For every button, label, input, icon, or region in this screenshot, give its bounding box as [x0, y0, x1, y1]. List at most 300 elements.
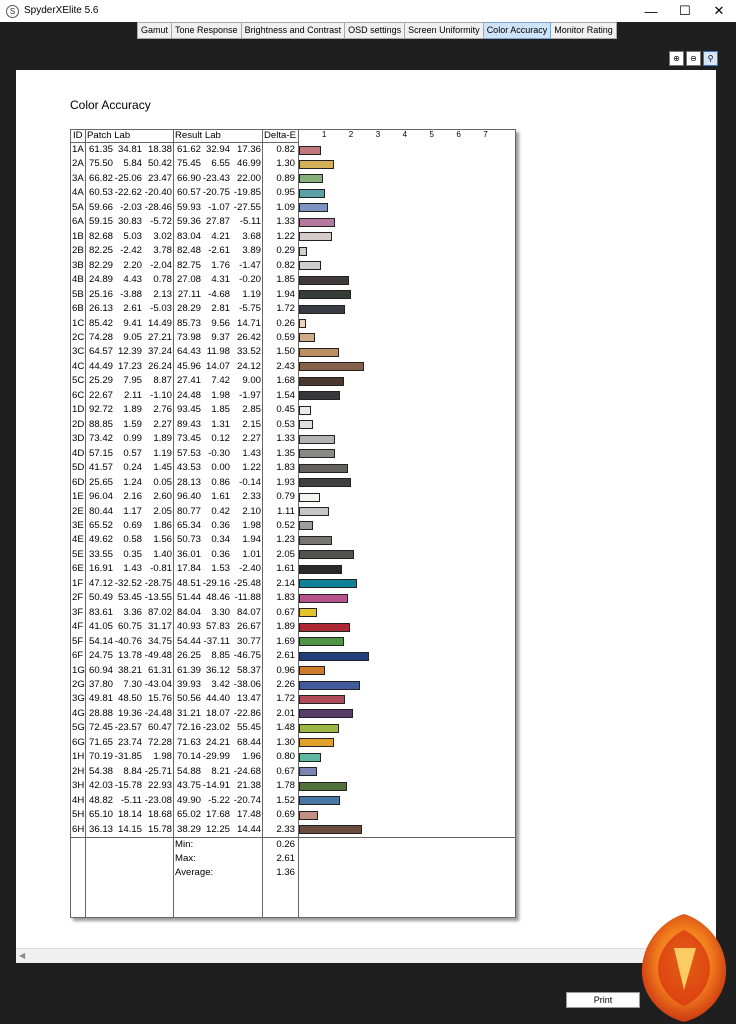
result-a: 6.55	[211, 158, 230, 170]
table-row	[71, 692, 298, 706]
patch-l: 72.45	[88, 722, 113, 734]
patch-id: 2C	[72, 331, 85, 343]
delta-e-value: 1.35	[276, 447, 295, 459]
result-l: 70.14	[176, 751, 201, 763]
print-button[interactable]: Print	[566, 992, 640, 1008]
result-b: -25.48	[233, 577, 261, 589]
maximize-icon[interactable]: ☐	[679, 3, 691, 18]
patch-a: -15.78	[114, 780, 142, 792]
patch-l: 49.62	[88, 534, 113, 546]
patch-id: 2A	[72, 158, 84, 170]
delta-e-header: Delta-E	[264, 130, 296, 141]
result-l: 27.08	[176, 274, 201, 286]
result-a: -20.75	[202, 187, 230, 199]
patch-b: 61.31	[147, 664, 172, 676]
totals-label: Max:	[175, 853, 196, 865]
delta-e-bar	[299, 218, 335, 227]
patch-b: -28.46	[144, 201, 172, 213]
result-b: -22.86	[233, 707, 261, 719]
delta-e-bar	[299, 189, 325, 198]
patch-a: 60.75	[117, 621, 142, 633]
result-a: 2.81	[211, 303, 230, 315]
patch-b: 26.24	[147, 360, 172, 372]
delta-e-value: 2.33	[276, 823, 295, 835]
result-b: -11.88	[234, 592, 261, 604]
patch-id: 2E	[72, 505, 84, 517]
patch-l: 66.82	[88, 172, 113, 184]
result-a: 1.76	[211, 259, 230, 271]
result-b: 58.37	[236, 664, 261, 676]
delta-e-value: 0.67	[276, 606, 295, 618]
delta-e-bar	[299, 709, 353, 718]
delta-e-bar	[299, 203, 328, 212]
delta-e-bar	[299, 333, 315, 342]
result-l: 75.45	[176, 158, 201, 170]
delta-e-bar	[299, 623, 350, 632]
patch-l: 57.15	[88, 447, 113, 459]
table-row	[71, 317, 298, 331]
patch-a: 30.83	[117, 216, 142, 228]
patch-id: 6E	[72, 563, 84, 575]
patch-id: 6H	[72, 823, 85, 835]
result-a: 0.36	[211, 548, 230, 560]
delta-e-bar	[299, 507, 329, 516]
result-b: 17.36	[236, 144, 261, 155]
result-b: 2.15	[242, 418, 261, 430]
table-row	[71, 548, 298, 562]
table-row	[71, 808, 298, 822]
patch-a: 3.36	[123, 606, 142, 618]
delta-e-value: 0.82	[276, 144, 295, 155]
result-a: 1.53	[211, 563, 230, 575]
delta-e-bar	[299, 449, 335, 458]
table-row	[71, 360, 298, 374]
patch-b: 1.56	[153, 534, 172, 546]
result-a: 4.31	[211, 274, 230, 286]
patch-l: 41.57	[88, 462, 113, 474]
result-b: 55.45	[236, 722, 261, 734]
result-b: -19.85	[233, 187, 261, 199]
patch-l: 54.38	[88, 765, 113, 777]
delta-e-bar	[299, 406, 311, 415]
table-row	[71, 172, 298, 186]
delta-e-value: 0.69	[276, 809, 295, 821]
delta-e-bar	[299, 146, 321, 155]
patch-a: 0.24	[123, 462, 142, 474]
result-b: 1.43	[242, 447, 261, 459]
patch-b: 2.27	[153, 418, 172, 430]
result-b: -0.20	[239, 274, 261, 286]
patch-b: 31.17	[147, 621, 172, 633]
patch-a: 2.61	[123, 303, 142, 315]
patch-a: 1.17	[123, 505, 142, 517]
patch-l: 65.52	[88, 519, 113, 531]
patch-b: 87.02	[147, 606, 172, 618]
result-a: 9.56	[211, 317, 230, 329]
tab-color-accuracy[interactable]: Color Accuracy	[484, 22, 552, 39]
result-l: 84.04	[176, 606, 201, 618]
patch-id: 4B	[72, 274, 84, 286]
close-icon[interactable]: ✕	[713, 3, 725, 18]
result-a: -29.99	[202, 751, 230, 763]
result-b: 3.89	[242, 245, 261, 257]
result-b: 14.71	[236, 317, 261, 329]
tab-monitor-rating[interactable]: Monitor Rating	[551, 22, 617, 39]
delta-e-value: 0.80	[276, 751, 295, 763]
delta-e-value: 1.54	[276, 389, 295, 401]
delta-e-bar	[299, 174, 323, 183]
result-l: 54.44	[176, 635, 201, 647]
result-b: -5.75	[239, 303, 261, 315]
delta-e-value: 0.89	[276, 172, 295, 184]
result-b: 30.77	[236, 635, 261, 647]
delta-e-value: 2.14	[276, 577, 295, 589]
patch-b: 0.05	[153, 476, 172, 488]
patch-id: 2B	[72, 245, 84, 257]
result-b: 1.94	[242, 534, 261, 546]
delta-e-bar	[299, 637, 344, 646]
delta-e-bar	[299, 652, 369, 661]
zoom-fit-icon[interactable]: ⚲	[703, 51, 718, 66]
patch-a: 7.30	[123, 679, 142, 691]
table-row	[71, 649, 298, 663]
result-l: 28.29	[176, 303, 201, 315]
patch-b: 1.19	[153, 447, 172, 459]
delta-e-value: 1.68	[276, 375, 295, 387]
patch-a: 7.95	[123, 375, 142, 387]
result-l: 61.39	[176, 664, 201, 676]
patch-id: 4G	[72, 707, 85, 719]
tab-tone-response[interactable]: Tone Response	[172, 22, 242, 39]
patch-id: 3D	[72, 433, 85, 445]
result-b: 24.12	[236, 360, 261, 372]
result-l: 71.63	[176, 736, 201, 748]
delta-e-bar	[299, 782, 347, 791]
patch-l: 36.13	[88, 823, 113, 835]
delta-e-bar	[299, 464, 348, 473]
axis-tick-label: 6	[456, 130, 461, 139]
result-a: 0.42	[211, 505, 230, 517]
report-tabs	[137, 22, 617, 38]
result-l: 66.90	[176, 172, 201, 184]
patch-l: 59.66	[88, 201, 113, 213]
patch-id: 6C	[72, 389, 85, 401]
patch-b: -20.40	[144, 187, 172, 199]
delta-e-value: 0.45	[276, 404, 295, 416]
delta-e-value: 0.67	[276, 765, 295, 777]
patch-a: 9.41	[123, 317, 142, 329]
result-l: 43.75	[176, 780, 201, 792]
patch-id: 1G	[72, 664, 85, 676]
patch-a: 17.23	[117, 360, 142, 372]
color-accuracy-table	[70, 129, 516, 918]
patch-b: 34.75	[147, 635, 172, 647]
delta-e-value: 1.33	[276, 216, 295, 228]
patch-a: 8.84	[123, 765, 142, 777]
result-l: 60.57	[176, 187, 201, 199]
table-row	[71, 606, 298, 620]
result-b: 2.27	[242, 433, 261, 445]
table-row	[71, 794, 298, 808]
patch-b: 23.47	[147, 172, 172, 184]
minimize-icon[interactable]: —	[644, 3, 658, 19]
result-a: 0.12	[211, 433, 230, 445]
patch-b: 15.76	[147, 693, 172, 705]
result-l: 45.96	[176, 360, 201, 372]
tab-gamut[interactable]: Gamut	[137, 22, 172, 39]
axis-tick-label: 4	[402, 130, 408, 139]
delta-e-value: 0.82	[276, 259, 295, 271]
patch-id: 5D	[72, 462, 85, 474]
patch-b: 2.76	[153, 404, 172, 416]
spyder-app-icon: S	[6, 5, 19, 18]
patch-l: 96.04	[88, 491, 113, 503]
patch-id: 1A	[72, 144, 84, 155]
result-l: 28.13	[176, 476, 201, 488]
result-a: 0.36	[211, 519, 230, 531]
delta-e-value: 1.23	[276, 534, 295, 546]
patch-l: 74.28	[88, 331, 113, 343]
delta-e-value: 2.43	[276, 360, 295, 372]
horizontal-scrollbar[interactable]	[16, 948, 716, 963]
delta-e-bar	[299, 348, 339, 357]
result-a: -4.68	[208, 288, 230, 300]
result-b: 1.96	[242, 751, 261, 763]
patch-id: 5F	[72, 635, 84, 647]
result-b: 2.10	[242, 505, 261, 517]
patch-a: 9.05	[123, 331, 142, 343]
patch-a: 48.50	[117, 693, 142, 705]
patch-id: 1F	[72, 577, 84, 589]
patch-l: 82.29	[88, 259, 113, 271]
delta-e-bar	[299, 724, 339, 733]
delta-e-bar	[299, 377, 344, 386]
table-row	[71, 678, 298, 692]
patch-a: 12.39	[117, 346, 142, 358]
patch-l: 59.15	[88, 216, 113, 228]
table-row	[71, 533, 298, 547]
delta-e-bar	[299, 767, 317, 776]
result-l: 85.73	[176, 317, 201, 329]
patch-id: 3F	[72, 606, 84, 618]
patch-a: 4.43	[123, 274, 142, 286]
patch-a: 0.69	[123, 519, 142, 531]
delta-e-bar	[299, 493, 320, 502]
patch-b: 22.93	[147, 780, 172, 792]
delta-e-bar	[299, 276, 349, 285]
patch-b: -43.04	[144, 679, 172, 691]
delta-e-bar	[299, 261, 321, 270]
patch-a: -40.76	[114, 635, 142, 647]
result-b: 2.85	[242, 404, 261, 416]
patch-l: 92.72	[88, 404, 113, 416]
patch-a: -2.03	[120, 201, 142, 213]
patch-b: 1.86	[153, 519, 172, 531]
result-l: 57.53	[176, 447, 201, 459]
result-l: 64.43	[176, 346, 201, 358]
result-a: 1.85	[211, 404, 230, 416]
title-bar	[0, 0, 736, 22]
patch-id: 2F	[72, 592, 84, 604]
patch-a: -32.52	[114, 577, 142, 589]
result-a: 9.37	[211, 331, 230, 343]
table-row	[71, 432, 298, 446]
table-row	[71, 374, 298, 388]
table-row	[71, 143, 298, 157]
patch-b: -25.71	[144, 765, 172, 777]
totals-row	[71, 852, 298, 866]
result-l: 83.04	[176, 230, 201, 242]
result-b: -2.40	[239, 563, 261, 575]
result-b: -0.14	[239, 476, 261, 488]
delta-e-bar	[299, 825, 362, 834]
table-row	[71, 418, 298, 432]
patch-b: -28.75	[144, 577, 172, 589]
delta-e-value: 1.61	[276, 563, 295, 575]
delta-e-bar	[299, 550, 354, 559]
result-l: 72.16	[176, 722, 201, 734]
patch-id: 2G	[72, 679, 85, 691]
delta-e-value: 1.11	[277, 505, 295, 517]
totals-label: Min:	[175, 839, 194, 851]
delta-e-value: 1.30	[276, 736, 295, 748]
result-l: 36.01	[176, 548, 201, 560]
patch-b: -24.48	[144, 707, 172, 719]
delta-e-value: 1.09	[276, 201, 295, 213]
tab-screen-uniformity[interactable]: Screen Uniformity	[405, 22, 484, 39]
totals-value: 1.36	[276, 867, 295, 879]
result-a: 1.98	[211, 389, 230, 401]
patch-a: 13.78	[117, 650, 142, 662]
patch-id: 3G	[72, 693, 85, 705]
result-b: -1.97	[239, 389, 261, 401]
table-row	[71, 157, 298, 171]
patch-a: -23.57	[114, 722, 142, 734]
axis-tick-label: 3	[375, 130, 381, 139]
kitguru-logo	[634, 912, 736, 1024]
delta-e-value: 2.01	[276, 707, 295, 719]
result-b: 46.99	[236, 158, 261, 170]
result-a: 32.94	[205, 144, 230, 155]
patch-id: 3E	[72, 519, 84, 531]
patch-l: 49.81	[88, 693, 113, 705]
patch-l: 37.80	[88, 679, 113, 691]
patch-id: 2H	[72, 765, 85, 777]
patch-l: 80.44	[88, 505, 113, 517]
delta-e-value: 1.78	[276, 780, 295, 792]
result-l: 73.45	[176, 433, 201, 445]
patch-b: 8.87	[153, 375, 172, 387]
delta-e-bar	[299, 738, 334, 747]
result-a: -29.16	[202, 577, 230, 589]
result-l: 73.98	[176, 331, 201, 343]
tab-brightness-and-contrast[interactable]: Brightness and Contrast	[242, 22, 346, 39]
delta-e-value: 0.53	[276, 418, 295, 430]
delta-e-bar	[299, 435, 335, 444]
delta-e-value: 2.26	[276, 679, 295, 691]
patch-l: 75.50	[88, 158, 113, 170]
zoom-in-icon[interactable]: ⊕	[669, 51, 684, 66]
patch-a: 1.43	[123, 563, 142, 575]
delta-e-bar	[299, 232, 332, 241]
patch-l: 70.19	[88, 751, 113, 763]
patch-id: 2D	[72, 418, 85, 430]
delta-e-bar	[299, 579, 357, 588]
patch-id: 3H	[72, 780, 85, 792]
patch-id: 4D	[72, 447, 85, 459]
result-a: 0.00	[211, 462, 230, 474]
patch-id: 4H	[72, 794, 85, 806]
patch-a: 0.99	[123, 433, 142, 445]
scroll-left-icon[interactable]: ◀	[19, 951, 26, 960]
patch-b: 60.47	[147, 722, 172, 734]
result-b: 2.33	[242, 491, 261, 503]
table-row	[71, 331, 298, 345]
patch-l: 25.16	[88, 288, 113, 300]
patch-a: 0.35	[123, 548, 142, 560]
table-row	[71, 403, 298, 417]
patch-id: 6D	[72, 476, 85, 488]
patch-id: 1B	[72, 230, 84, 242]
result-l: 65.02	[176, 809, 201, 821]
result-a: -2.61	[208, 245, 230, 257]
table-row	[71, 562, 298, 576]
delta-e-value: 1.83	[276, 592, 295, 604]
patch-a: 2.16	[123, 491, 142, 503]
table-row	[71, 186, 298, 200]
result-b: 14.44	[236, 823, 261, 835]
patch-b: 72.28	[147, 736, 172, 748]
result-b: -38.06	[233, 679, 261, 691]
patch-id: 6B	[72, 303, 84, 315]
result-b: 22.00	[236, 172, 261, 184]
result-l: 82.48	[176, 245, 201, 257]
totals-value: 2.61	[276, 853, 295, 865]
delta-e-value: 0.29	[276, 245, 295, 257]
delta-e-bar	[299, 305, 345, 314]
result-l: 50.73	[176, 534, 201, 546]
table-row	[71, 476, 298, 490]
delta-e-value: 1.93	[276, 476, 295, 488]
table-row	[71, 823, 298, 837]
zoom-out-icon[interactable]: ⊖	[686, 51, 701, 66]
patch-b: 0.78	[153, 274, 172, 286]
result-b: 1.98	[242, 519, 261, 531]
result-a: 7.42	[211, 375, 230, 387]
table-row	[71, 389, 298, 403]
tab-osd-settings[interactable]: OSD settings	[345, 22, 405, 39]
patch-a: -3.88	[120, 288, 142, 300]
patch-b: -2.04	[150, 259, 172, 271]
patch-b: -49.48	[144, 650, 172, 662]
result-b: -46.75	[233, 650, 261, 662]
patch-a: -2.42	[120, 245, 142, 257]
delta-e-bar	[299, 362, 364, 371]
patch-id: 5B	[72, 288, 84, 300]
patch-a: 23.74	[117, 736, 142, 748]
axis-tick-label: 7	[483, 130, 488, 139]
table-row	[71, 519, 298, 533]
result-b: 3.68	[242, 230, 261, 242]
axis-tick-label: 2	[348, 130, 354, 139]
table-row	[71, 302, 298, 316]
result-a: 18.07	[205, 707, 230, 719]
patch-l: 24.89	[88, 274, 113, 286]
delta-e-bar	[299, 319, 306, 328]
result-l: 82.75	[176, 259, 201, 271]
delta-e-value: 1.50	[276, 346, 295, 358]
result-l: 61.62	[176, 144, 201, 155]
